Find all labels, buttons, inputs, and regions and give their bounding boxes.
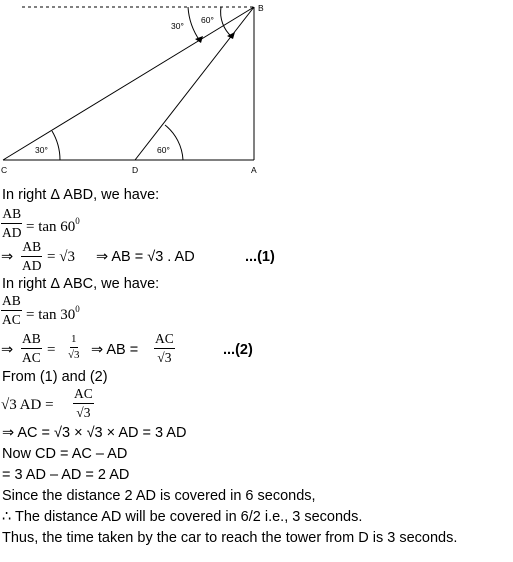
angle-label-top-right: 60° [201, 15, 214, 25]
implies-arrow-1: ⇒ [1, 249, 14, 265]
equation-rhs: = tan 30 [26, 307, 76, 323]
fraction-ab-ad-2 [21, 240, 43, 272]
equation-tag-2: ...(2) [223, 342, 253, 358]
fraction-denominator: √3 [76, 404, 91, 420]
fraction-ac-root3-2 [73, 387, 94, 419]
solution-line-11: = 3 AD – AD = 2 AD [2, 467, 130, 483]
solution-line-1: In right Δ ABD, we have: [2, 187, 160, 203]
solution-line-12: Since the distance 2 AD is covered in 6 seconds, [2, 488, 316, 504]
equation-root3: = √3 [47, 249, 75, 265]
equation-root3-ad: √3 AD = [1, 397, 54, 413]
angle-arc-b-30 [188, 7, 200, 41]
equation-tan30 [26, 305, 80, 323]
point-label-c: C [1, 165, 8, 175]
equals-sign: = [47, 342, 56, 358]
fraction-1-root3 [67, 334, 81, 361]
fraction-ab-ad [1, 207, 23, 239]
solution-line-9: ⇒ AC = √3 × √3 × AD = 3 AD [2, 425, 187, 441]
fraction-denominator: AC [22, 349, 41, 365]
sight-line-bd [135, 7, 254, 160]
solution-line-14: Thus, the time taken by the car to reach the tower from D is 3 seconds. [2, 530, 458, 546]
degree-superscript: 0 [75, 304, 80, 314]
point-label-a: A [251, 165, 257, 175]
angle-label-d: 60° [157, 145, 170, 155]
fraction-denominator: AD [2, 224, 22, 240]
fraction-denominator: √3 [157, 349, 172, 365]
fraction-ab-ac-2 [21, 332, 42, 364]
fraction-denominator: √3 [68, 349, 80, 361]
solution-line-4: In right Δ ABC, we have: [2, 276, 160, 292]
fraction-numerator: AC [154, 332, 175, 349]
angle-arc-c [52, 131, 60, 160]
fraction-ab-ac [1, 294, 22, 326]
angle-label-c: 30° [35, 145, 48, 155]
fraction-ac-root3 [154, 332, 175, 364]
solution-line-7: From (1) and (2) [2, 369, 108, 385]
equation-rhs: = tan 60 [26, 219, 76, 235]
angle-label-top-left: 30° [171, 21, 184, 31]
point-label-b: B [258, 3, 264, 13]
fraction-numerator: AB [1, 294, 22, 311]
equation-tan60 [26, 217, 80, 235]
equation-ab-equals: ⇒ AB = [91, 342, 139, 358]
fraction-numerator: AC [73, 387, 94, 404]
equation-tag-1: ...(1) [245, 249, 275, 265]
fraction-numerator: 1 [70, 334, 78, 348]
degree-superscript: 0 [75, 216, 80, 226]
tower-angle-diagram [0, 0, 513, 180]
fraction-numerator: AB [1, 207, 22, 224]
fraction-numerator: AB [21, 240, 42, 257]
fraction-denominator: AC [2, 311, 21, 327]
solution-line-13: ∴ The distance AD will be covered in 6/2 i.e., 3 seconds. [2, 509, 363, 525]
solution-line-10: Now CD = AC – AD [2, 446, 128, 462]
fraction-denominator: AD [22, 257, 42, 273]
implies-arrow-2: ⇒ [1, 342, 14, 358]
equation-ab-root3-ad: ⇒ AB = √3 . AD [96, 249, 195, 265]
point-label-d: D [132, 165, 139, 175]
fraction-numerator: AB [21, 332, 42, 349]
sight-line-bc [3, 7, 254, 160]
